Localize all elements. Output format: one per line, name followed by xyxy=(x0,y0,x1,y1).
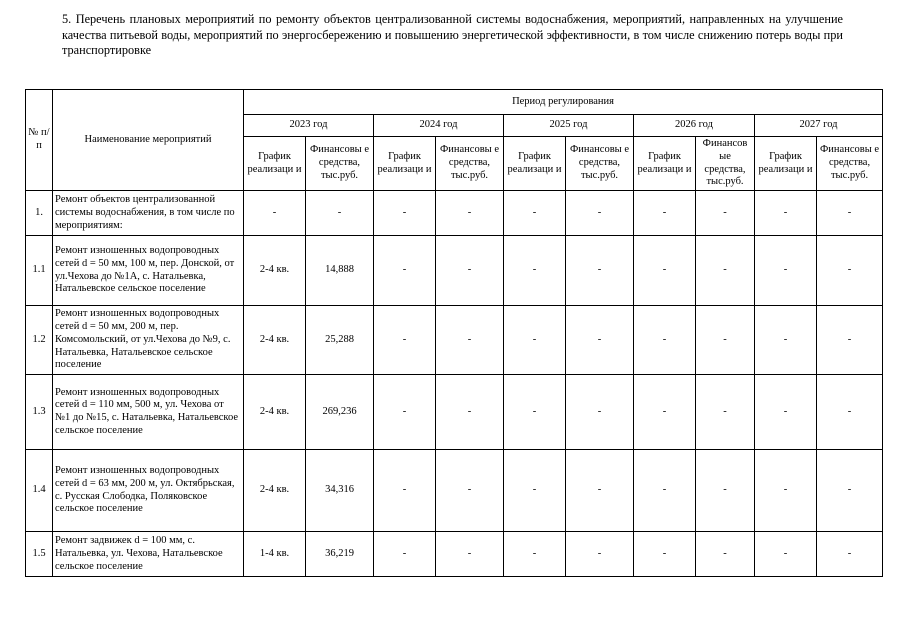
schedule-cell: - xyxy=(374,375,436,450)
schedule-cell: 2-4 кв. xyxy=(244,375,306,450)
finance-cell: - xyxy=(436,450,504,532)
finance-cell: 25,288 xyxy=(306,306,374,375)
schedule-cell: - xyxy=(374,306,436,375)
finance-cell: - xyxy=(696,450,755,532)
schedule-cell: - xyxy=(755,450,817,532)
schedule-cell: - xyxy=(755,236,817,306)
finance-cell: - xyxy=(306,191,374,236)
finance-cell: - xyxy=(817,191,883,236)
schedule-cell: - xyxy=(634,532,696,577)
finance-cell: - xyxy=(436,532,504,577)
schedule-cell: - xyxy=(504,375,566,450)
schedule-cell: - xyxy=(504,236,566,306)
schedule-cell: - xyxy=(504,532,566,577)
schedule-cell: - xyxy=(634,236,696,306)
finance-cell: - xyxy=(436,191,504,236)
row-number: 1.1 xyxy=(26,236,53,306)
schedule-cell: 1-4 кв. xyxy=(244,532,306,577)
finance-header: Финансов ые средства, тыс.руб. xyxy=(696,137,755,191)
schedule-cell: - xyxy=(374,532,436,577)
finance-cell: - xyxy=(566,236,634,306)
col-num-header: № п/п xyxy=(26,90,53,191)
row-number: 1.3 xyxy=(26,375,53,450)
schedule-cell: - xyxy=(374,450,436,532)
finance-cell: 14,888 xyxy=(306,236,374,306)
schedule-cell: 2-4 кв. xyxy=(244,306,306,375)
finance-cell: - xyxy=(696,191,755,236)
finance-cell: 36,219 xyxy=(306,532,374,577)
finance-cell: - xyxy=(696,236,755,306)
year-header: 2025 год xyxy=(504,115,634,137)
schedule-header: График реализаци и xyxy=(244,137,306,191)
table-row xyxy=(26,450,883,532)
schedule-cell: - xyxy=(504,306,566,375)
finance-cell: - xyxy=(566,191,634,236)
finance-cell: - xyxy=(566,375,634,450)
schedule-cell: - xyxy=(244,191,306,236)
finance-header: Финансовы е средства, тыс.руб. xyxy=(566,137,634,191)
table-row xyxy=(26,191,883,236)
year-header: 2023 год xyxy=(244,115,374,137)
schedule-cell: - xyxy=(755,375,817,450)
row-measure-name: Ремонт изношенных водопроводных сетей d = 50 мм, 100 м, пер. Донской, от ул.Чехова до №1А, с. Натальевка, Натальевское сельское поселение xyxy=(53,236,244,306)
table-body xyxy=(26,90,883,577)
finance-cell: - xyxy=(696,532,755,577)
schedule-header: График реализаци и xyxy=(634,137,696,191)
finance-cell: - xyxy=(436,375,504,450)
table-row xyxy=(26,532,883,577)
schedule-cell: - xyxy=(634,306,696,375)
finance-cell: - xyxy=(817,450,883,532)
row-measure-name: Ремонт объектов централизованной системы водоснабжения, в том числе по мероприятиям: xyxy=(53,191,244,236)
finance-cell: - xyxy=(436,306,504,375)
col-name-header: Наименование мероприятий xyxy=(53,90,244,191)
year-header: 2026 год xyxy=(634,115,755,137)
schedule-header: График реализаци и xyxy=(504,137,566,191)
finance-cell: - xyxy=(817,306,883,375)
row-number: 1.4 xyxy=(26,450,53,532)
schedule-cell: - xyxy=(504,191,566,236)
plan-table xyxy=(25,89,883,577)
finance-cell: - xyxy=(817,375,883,450)
schedule-cell: 2-4 кв. xyxy=(244,236,306,306)
section-heading: 5. Перечень плановых мероприятий по ремонту объектов централизованной системы водоснабжения, мероприятий, направленных на улучшение качества питьевой воды, мероприятий по энергосбережению и повышению энергетической эффективности, в том числе снижению потерь воды при транспортировке xyxy=(62,12,843,58)
finance-header: Финансовы е средства, тыс.руб. xyxy=(817,137,883,191)
finance-header: Финансовы е средства, тыс.руб. xyxy=(306,137,374,191)
table-row xyxy=(26,375,883,450)
row-number: 1.5 xyxy=(26,532,53,577)
finance-cell: - xyxy=(566,450,634,532)
schedule-cell: - xyxy=(755,191,817,236)
row-measure-name: Ремонт изношенных водопроводных сетей d = 63 мм, 200 м, ул. Октябрьская, с. Русская Слободка, Поляковское сельское поселение xyxy=(53,450,244,532)
finance-cell: 34,316 xyxy=(306,450,374,532)
finance-cell: - xyxy=(566,532,634,577)
header-row-period xyxy=(26,90,883,115)
finance-cell: - xyxy=(566,306,634,375)
schedule-cell: - xyxy=(634,375,696,450)
row-number: 1.2 xyxy=(26,306,53,375)
schedule-cell: - xyxy=(634,191,696,236)
schedule-cell: - xyxy=(634,450,696,532)
finance-cell: 269,236 xyxy=(306,375,374,450)
schedule-header: График реализаци и xyxy=(755,137,817,191)
table-row xyxy=(26,306,883,375)
row-measure-name: Ремонт задвижек d = 100 мм, с. Натальевка, ул. Чехова, Натальевское сельское поселение xyxy=(53,532,244,577)
year-header: 2024 год xyxy=(374,115,504,137)
finance-cell: - xyxy=(817,532,883,577)
table-row xyxy=(26,236,883,306)
finance-cell: - xyxy=(696,375,755,450)
schedule-cell: - xyxy=(755,306,817,375)
schedule-cell: - xyxy=(504,450,566,532)
schedule-header: График реализаци и xyxy=(374,137,436,191)
finance-cell: - xyxy=(436,236,504,306)
schedule-cell: - xyxy=(374,191,436,236)
row-number: 1. xyxy=(26,191,53,236)
finance-cell: - xyxy=(696,306,755,375)
row-measure-name: Ремонт изношенных водопроводных сетей d = 110 мм, 500 м, ул. Чехова от №1 до №15, с. Натальевка, Натальевское сельское поселение xyxy=(53,375,244,450)
finance-cell: - xyxy=(817,236,883,306)
row-measure-name: Ремонт изношенных водопроводных сетей d = 50 мм, 200 м, пер. Комсомольский, от ул.Чехова до №9, с. Натальевка, Натальевское сельское поселение xyxy=(53,306,244,375)
finance-header: Финансовы е средства, тыс.руб. xyxy=(436,137,504,191)
schedule-cell: - xyxy=(374,236,436,306)
schedule-cell: 2-4 кв. xyxy=(244,450,306,532)
year-header: 2027 год xyxy=(755,115,883,137)
period-header: Период регулирования xyxy=(244,90,883,115)
schedule-cell: - xyxy=(755,532,817,577)
